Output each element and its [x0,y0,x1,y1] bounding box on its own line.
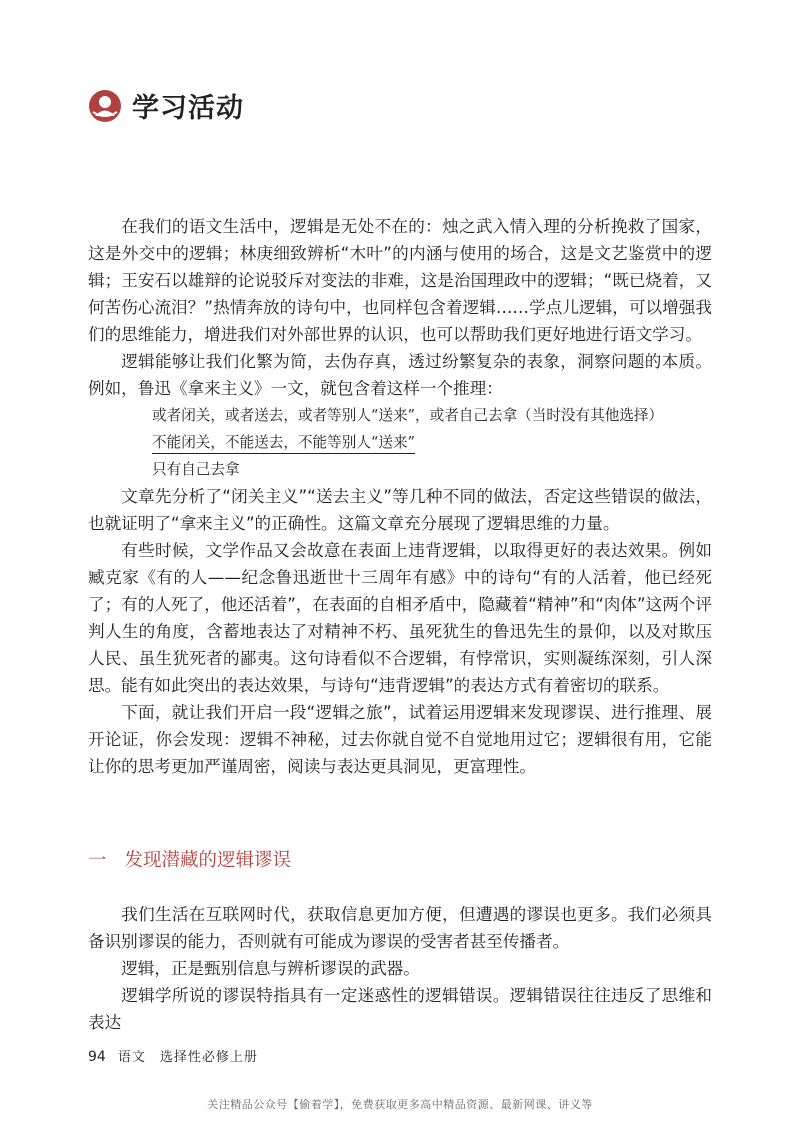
section-header [88,86,244,125]
watermark: 关注精品公众号【偷着学】，免费获取更多高中精品资源、最新网课、讲义等 [207,1098,593,1111]
section-paragraph: 我们生活在互联网时代，获取信息更加方便，但遭遇的谬误也更多。我们必须具备识别谬误的能力，否则就有可能成为谬误的受害者甚至传播者。 [88,905,712,951]
syllogism-major-premise: 或者闭关，或者送去，或者等别人“送来”，或者自己去拿（当时没有其他选择） [152,407,664,424]
page-title: 学习活动 [132,93,244,124]
syllogism-minor-premise-text: 不能闭关，不能送去，不能等别人“送来” [152,434,415,454]
section-number: 一 [88,850,107,871]
syllogism-minor-premise [152,429,712,456]
intro-paragraph: 在我们的语文生活中，逻辑是无处不在的：烛之武入情入理的分析挽救了国家，这是外交中的逻辑；林庚细致辨析“木叶”的内涵与使用的场合，这是文艺鉴赏中的逻辑；王安石以雄辩的论说驳斥对变法的非难，这是治国理政中的逻辑；“既已烧着，又何苦伤心流泪？”热情奔放的诗句中，也同样包含着逻辑……学点儿逻辑，可以增强我们的思维能力，增进我们对外部世界的认识，也可以帮助我们更好地进行语文学习。 [88,217,712,344]
section-heading [88,846,291,872]
syllogism [88,402,712,483]
intro-paragraph: 有些时候，文学作品又会故意在表面上违背逻辑，以取得更好的表达效果。例如臧克家《有的人——纪念鲁迅逝世十三周年有感》中的诗句“有的人活着，他已经死了；有的人死了，他还活着”，在表面的自相矛盾中，隐藏着“精神”和“肉体”这两个评判人生的角度，含蓄地表达了对精神不朽、虽死犹生的鲁迅先生的景仰，以及对欺压人民、虽生犹死者的鄙夷。这句诗看似不合逻辑，有悖常识，实则凝练深刻，引人深思。能有如此突出的表达效果，与诗句“违背逻辑”的表达方式有着密切的联系。 [88,541,712,695]
section-body [88,901,712,1036]
book-title: 语文 选择性必修上册 [117,1050,258,1065]
intro-paragraph: 逻辑能够让我们化繁为简，去伪存真，透过纷繁复杂的表象，洞察问题的本质。例如，鲁迅《拿来主义》一文，就包含着这样一个推理： [88,352,712,398]
section-title: 发现潜藏的逻辑谬误 [124,850,292,871]
intro-paragraph: 文章先分析了“闭关主义”“送去主义”等几种不同的做法，否定这些错误的做法，也就证明了“拿来主义”的正确性。这篇文章充分展现了逻辑思维的力量。 [88,487,712,533]
page-number: 94 [88,1049,106,1065]
intro-paragraph: 下面，就让我们开启一段“逻辑之旅”，试着运用逻辑来发现谬误、进行推理、展开论证，你会发现：逻辑不神秘，过去你就自觉不自觉地用过它；逻辑很有用，它能让你的思考更加严谨周密，阅读与表达更具洞见，更富理性。 [88,703,712,776]
intro-body [88,213,712,780]
section-paragraph: 逻辑，正是甄别信息与辨析谬误的武器。 [121,959,420,978]
page-footer [88,1046,258,1065]
section-paragraph: 逻辑学所说的谬误特指具有一定迷惑性的逻辑错误。逻辑错误往往违反了思维和表达 [88,986,712,1032]
syllogism-conclusion: 只有自己去拿 [152,461,240,478]
learning-activity-icon [88,89,122,123]
